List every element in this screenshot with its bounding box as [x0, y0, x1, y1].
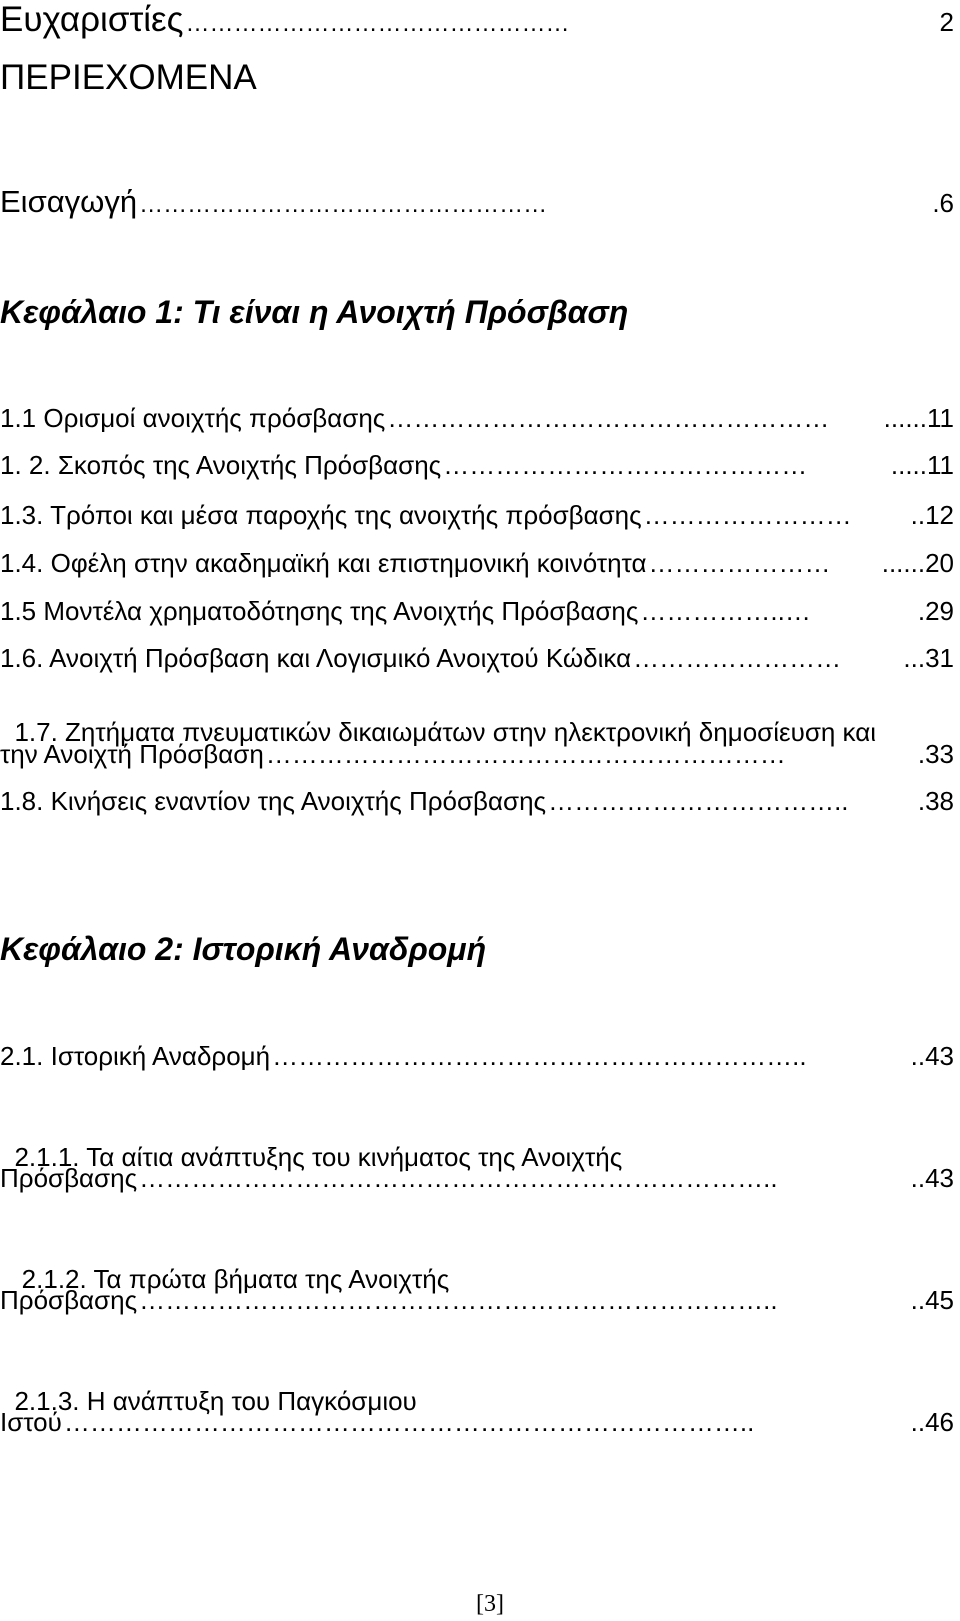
toc-page: .29: [917, 596, 954, 626]
toc-label: Εισαγωγή: [0, 184, 138, 219]
toc-entry: [0, 405, 954, 431]
toc-entry: [0, 645, 954, 671]
toc-leader: ……………..…: [640, 598, 811, 624]
toc-leader: ……………………………………………: [139, 193, 548, 217]
page-number: [3]: [476, 1591, 504, 1617]
toc-label: 1.6. Ανοιχτή Πρόσβαση και Λογισμικό Ανοιχτού Κώδικα: [0, 643, 632, 673]
toc-leader: …………………: [648, 550, 831, 576]
toc-entry: [0, 1287, 954, 1313]
toc-leader: ………………………………………………………………..: [139, 1165, 778, 1191]
toc-page: .....11: [890, 450, 954, 480]
toc-page: ..43: [910, 1041, 954, 1071]
toc-label: 1.4. Οφέλη στην ακαδημαϊκή και επιστημονική κοινότητα: [0, 548, 647, 578]
toc-entry: [0, 693, 876, 745]
toc-introduction: [0, 186, 954, 217]
toc-page: ......11: [883, 403, 954, 433]
toc-page: 2: [939, 7, 954, 37]
toc-leader: ……………………………………………: [387, 405, 830, 431]
toc-acknowledgements: [0, 2, 954, 37]
toc-label: 1. 2. Σκοπός της Ανοιχτής Πρόσβασης: [0, 450, 442, 480]
toc-label: Ευχαριστίες: [0, 0, 184, 39]
toc-leader: ……………………: [643, 502, 852, 528]
toc-page: ..46: [910, 1407, 954, 1437]
toc-label: 2.1. Ιστορική Αναδρομή: [0, 1041, 271, 1071]
toc-label: Πρόσβασης: [0, 1163, 138, 1193]
toc-leader: ………………………………………………………………..: [139, 1287, 778, 1313]
toc-page: ......20: [881, 548, 954, 578]
toc-entry: [0, 1043, 954, 1069]
toc-leader: ……………………………………………………: [265, 741, 786, 767]
toc-entry: [0, 1409, 954, 1435]
toc-label: 1.5 Μοντέλα χρηματοδότησης της Ανοιχτής Πρόσβασης: [0, 596, 639, 626]
toc-entry: [0, 1362, 417, 1414]
toc-entry: [0, 502, 954, 528]
toc-label: 1.7. Ζητήματα πνευματικών δικαιωμάτων στην ηλεκτρονική δημοσίευση και: [14, 717, 877, 747]
toc-entry: [0, 741, 954, 767]
toc-page: .33: [917, 739, 954, 769]
toc-entry: [0, 598, 954, 624]
toc-entry: [0, 452, 954, 478]
toc-page: .6: [932, 188, 954, 218]
chapter1-title: Κεφάλαιο 1: Τι είναι η Ανοιχτή Πρόσβαση: [0, 294, 629, 330]
toc-label: 1.1 Ορισμοί ανοιχτής πρόσβασης: [0, 403, 386, 433]
toc-leader: ……………………………………: [443, 452, 808, 478]
contents-heading: ΠΕΡΙΕΧΟΜΕΝΑ: [0, 58, 257, 97]
toc-leader: ……………………………………………………..: [272, 1043, 807, 1069]
toc-entry: [0, 1165, 954, 1191]
toc-leader: ……………………………………………………………………..: [63, 1409, 755, 1435]
toc-label: την Ανοιχτή Πρόσβαση: [0, 739, 264, 769]
toc-label: Ιστού: [0, 1407, 62, 1437]
toc-label: 1.8. Κινήσεις εναντίον της Ανοιχτής Πρόσβασης: [0, 786, 547, 816]
toc-page: ..45: [910, 1285, 954, 1315]
toc-leader: ……………………: [633, 645, 842, 671]
toc-page: ...31: [903, 643, 954, 673]
chapter2-title: Κεφάλαιο 2: Ιστορική Αναδρομή: [0, 931, 487, 967]
toc-entry: [0, 788, 954, 814]
toc-page: ..43: [910, 1163, 954, 1193]
toc-label: 1.3. Τρόποι και μέσα παροχής της ανοιχτής πρόσβασης: [0, 500, 642, 530]
toc-page: ..12: [910, 500, 954, 530]
toc-leader: …………………………………………: [185, 12, 570, 36]
toc-page: .38: [917, 786, 954, 816]
toc-label: 2.1.2. Τα πρώτα βήματα της Ανοιχτής: [14, 1264, 450, 1294]
toc-label: Πρόσβασης: [0, 1285, 138, 1315]
toc-label: 2.1.3. Η ανάπτυξη του Παγκόσμιου: [14, 1386, 417, 1416]
toc-entry: [0, 550, 954, 576]
toc-label: 2.1.1. Τα αίτια ανάπτυξης του κινήματος της Ανοιχτής: [14, 1142, 623, 1172]
toc-leader: ……………………………..: [548, 788, 849, 814]
